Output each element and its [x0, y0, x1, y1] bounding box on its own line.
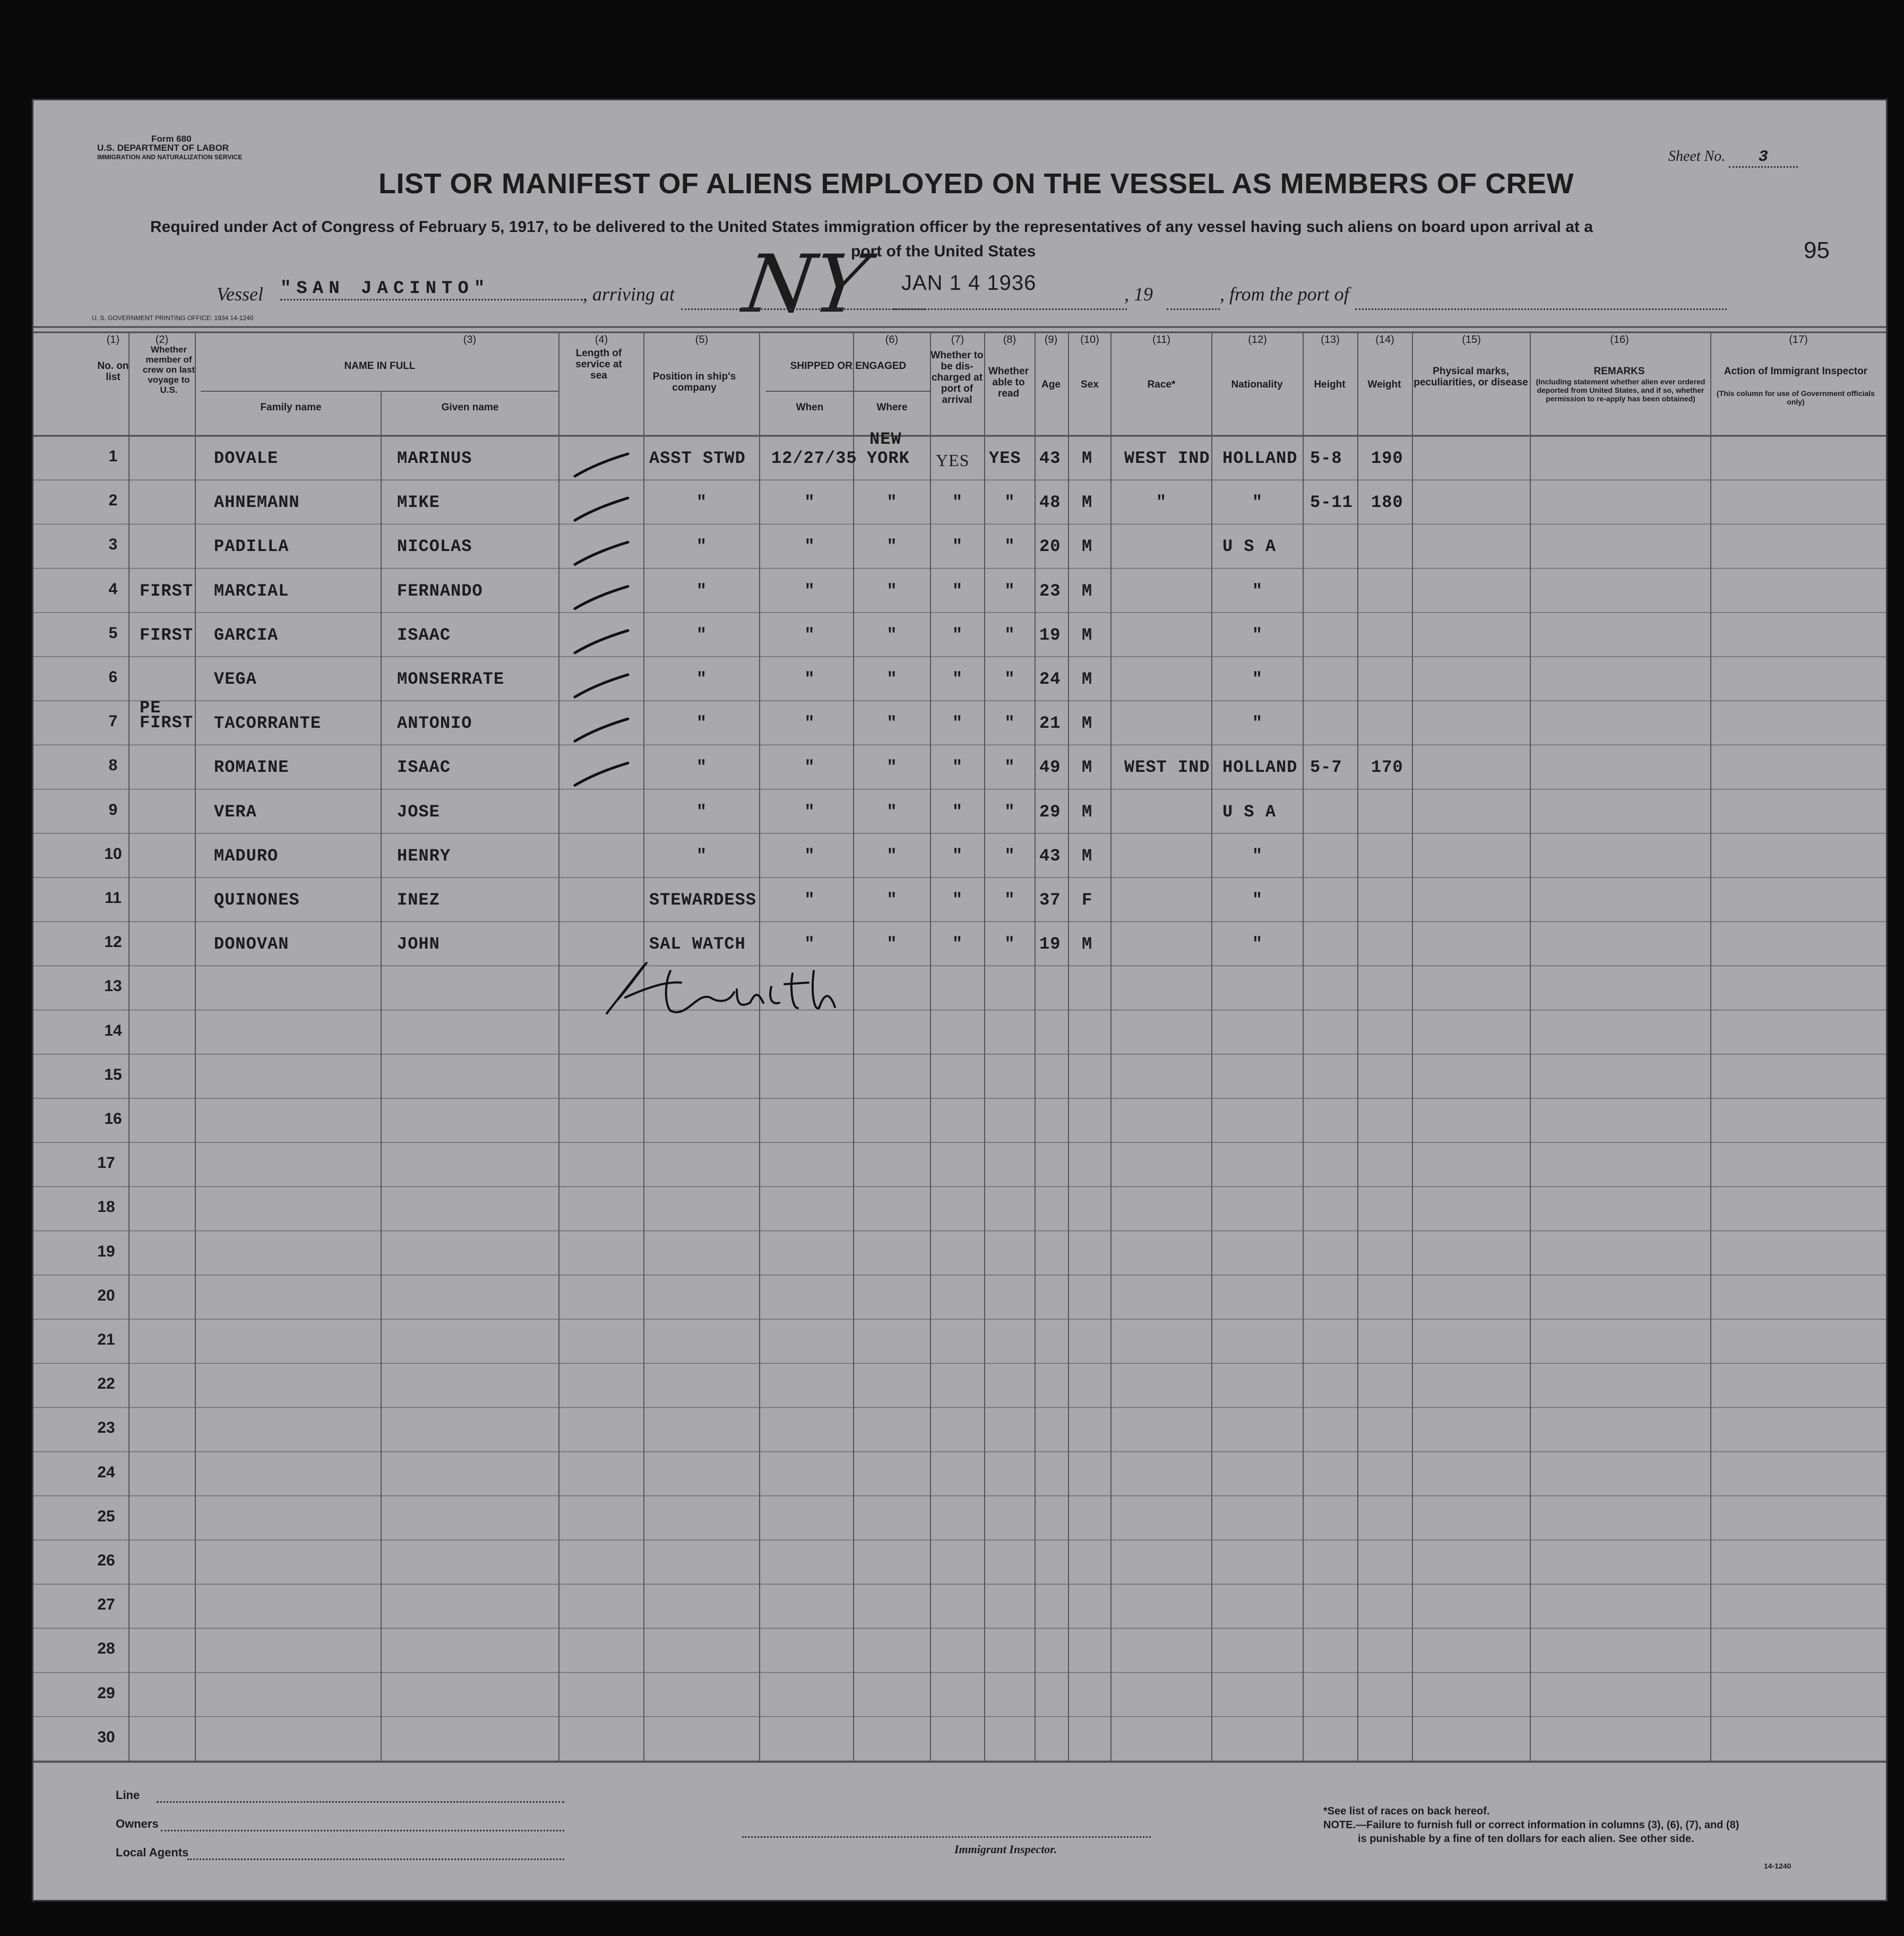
discharged-cell: " — [952, 713, 963, 734]
row-number: 16 — [104, 1110, 122, 1128]
shipped-where-cell: " — [886, 493, 898, 513]
column-number: (2) — [155, 334, 169, 346]
nationality-cell: " — [1252, 890, 1263, 910]
given-name-cell: JOHN — [397, 934, 440, 954]
able-to-read-cell: " — [1004, 802, 1015, 822]
age-cell: 23 — [1039, 581, 1061, 601]
column-number: (9) — [1044, 334, 1058, 346]
page-title: LIST OR MANIFEST OF ALIENS EMPLOYED ON THE VESSEL AS MEMBERS OF CREW — [378, 168, 1574, 200]
header-length-of-service: Length of service at sea — [575, 348, 622, 381]
age-cell: 43 — [1039, 449, 1061, 468]
sex-cell: M — [1082, 537, 1093, 557]
service-name: IMMIGRATION AND NATURALIZATION SERVICE — [97, 153, 243, 161]
header-physical-marks: Physical marks, peculiarities, or disease — [1414, 366, 1528, 388]
column-number: (7) — [951, 334, 964, 346]
height-cell: 5-11 — [1310, 493, 1353, 513]
arriving-port-handwritten: NY — [738, 238, 874, 331]
nationality-cell: " — [1252, 713, 1263, 734]
given-name-cell: FERNANDO — [397, 581, 483, 601]
row-number: 13 — [104, 977, 122, 995]
date-stamp: JAN 1 4 1936 — [901, 271, 1037, 295]
sex-cell: M — [1082, 934, 1093, 954]
height-cell: 5-7 — [1310, 758, 1342, 778]
header-race: Race* — [1147, 379, 1176, 390]
inspector-signature — [596, 960, 840, 1024]
discharged-cell: " — [952, 846, 963, 866]
age-cell: 29 — [1039, 802, 1061, 822]
header-no-on-list: No. on list — [97, 360, 129, 383]
row-number: 17 — [97, 1154, 115, 1172]
able-to-read-cell: " — [1004, 669, 1015, 689]
family-name-cell: VEGA — [214, 669, 257, 689]
given-name-cell: HENRY — [397, 846, 451, 866]
column-number: (10) — [1080, 334, 1099, 346]
position-cell: " — [696, 537, 708, 557]
discharged-cell: " — [952, 890, 963, 910]
row-number: 10 — [104, 845, 122, 863]
shipped-when-cell: " — [804, 934, 815, 954]
row-number: 12 — [104, 933, 122, 951]
owners-label: Owners — [116, 1817, 159, 1830]
from-port-label: , from the port of — [1220, 283, 1349, 305]
family-name-cell: DONOVAN — [214, 934, 289, 954]
family-name-cell: MADURO — [214, 846, 279, 866]
vessel-name: "SAN JACINTO" — [280, 279, 583, 300]
form-number: Form 680 — [151, 134, 192, 144]
age-cell: 43 — [1039, 846, 1061, 866]
discharged-cell: " — [952, 758, 963, 778]
column-number: (13) — [1321, 334, 1340, 346]
column-number: (16) — [1610, 334, 1629, 346]
row-number: 3 — [108, 536, 118, 554]
sex-cell: M — [1082, 669, 1093, 689]
row-number: 22 — [97, 1375, 115, 1393]
race-cell: " — [1156, 493, 1167, 513]
able-to-read-cell: " — [1004, 934, 1015, 954]
header-given-name: Given name — [441, 402, 499, 413]
row-number: 6 — [108, 668, 118, 686]
last-voyage-cell: FIRST — [140, 625, 194, 645]
given-name-cell: ISAAC — [397, 758, 451, 778]
given-name-cell: MONSERRATE — [397, 669, 505, 689]
family-name-cell: ROMAINE — [214, 758, 289, 778]
row-number: 21 — [97, 1331, 115, 1348]
shipped-where-cell: " — [886, 669, 898, 689]
able-to-read-cell: " — [1004, 758, 1015, 778]
header-able-to-read: Whether able to read — [988, 366, 1029, 399]
header-remarks-note: (Including statement whether alien ever ordered deported from United States, and if so, whether permission to re-apply has been obtained) — [1536, 377, 1705, 403]
row-number: 14 — [104, 1021, 122, 1039]
line-field — [157, 1801, 564, 1803]
length-of-service-mark — [575, 763, 628, 785]
weight-cell: 170 — [1371, 758, 1403, 778]
subtitle-line-1: Required under Act of Congress of February 5, 1917, to be delivered to the United States immigration officer by the representatives of any vessel having such aliens on board upon arrival at a — [150, 218, 1593, 236]
length-of-service-mark — [575, 454, 628, 476]
arriving-line — [681, 308, 925, 310]
shipped-where-cell: " — [886, 581, 898, 601]
family-name-cell: TACORRANTE — [214, 713, 322, 734]
row-number: 4 — [108, 580, 118, 598]
position-cell: " — [696, 802, 708, 822]
age-cell: 19 — [1039, 934, 1061, 954]
age-cell: 21 — [1039, 713, 1061, 734]
shipped-where-top-cell: NEW — [869, 429, 902, 449]
length-of-service-mark — [575, 631, 628, 653]
column-number: (1) — [106, 334, 120, 346]
sex-cell: M — [1082, 846, 1093, 866]
header-when: When — [796, 402, 824, 413]
row-number: 18 — [97, 1198, 115, 1216]
sex-cell: M — [1082, 493, 1093, 513]
given-name-cell: INEZ — [397, 890, 440, 910]
shipped-when-cell: " — [804, 890, 815, 910]
shipped-when-cell: 12/27/35 — [771, 449, 857, 468]
row-number: 30 — [97, 1728, 115, 1746]
shipped-when-cell: " — [804, 713, 815, 734]
sex-cell: M — [1082, 802, 1093, 822]
age-cell: 37 — [1039, 890, 1061, 910]
sex-cell: M — [1082, 713, 1093, 734]
length-of-service-mark — [575, 498, 628, 520]
header-sex: Sex — [1081, 379, 1099, 390]
discharged-cell: " — [952, 581, 963, 601]
nationality-cell: " — [1252, 493, 1263, 513]
position-cell: ASST STWD — [649, 449, 746, 468]
row-number: 23 — [97, 1419, 115, 1437]
shipped-where-cell: " — [886, 934, 898, 954]
position-cell: " — [696, 713, 708, 734]
position-cell: SAL WATCH — [649, 934, 746, 954]
race-cell: WEST IND — [1124, 449, 1210, 468]
weight-cell: 190 — [1371, 449, 1403, 468]
family-name-cell: MARCIAL — [214, 581, 289, 601]
position-cell: " — [696, 669, 708, 689]
position-cell: " — [696, 846, 708, 866]
nationality-cell: " — [1252, 934, 1263, 954]
header-action-note: (This column for use of Government officials only) — [1717, 389, 1875, 406]
family-name-cell: QUINONES — [214, 890, 300, 910]
nationality-cell: " — [1252, 581, 1263, 601]
able-to-read-cell: YES — [989, 449, 1021, 468]
discharged-cell: " — [952, 625, 963, 645]
year-line — [1167, 308, 1220, 310]
shipped-where-cell: " — [886, 890, 898, 910]
row-number: 20 — [97, 1286, 115, 1304]
header-name-in-full: NAME IN FULL — [344, 360, 416, 372]
column-number: (6) — [885, 334, 899, 346]
sex-cell: M — [1082, 758, 1093, 778]
given-name-cell: ISAAC — [397, 625, 451, 645]
nationality-cell: " — [1252, 625, 1263, 645]
column-number: (14) — [1375, 334, 1394, 346]
page-number: 95 — [1804, 237, 1830, 263]
discharged-cell: " — [952, 493, 963, 513]
date-line — [893, 308, 1127, 310]
last-voyage-cell: FIRST — [140, 581, 194, 601]
discharged-cell: " — [952, 537, 963, 557]
from-port-line — [1355, 308, 1727, 310]
age-cell: 24 — [1039, 669, 1061, 689]
able-to-read-cell: " — [1004, 846, 1015, 866]
family-name-cell: GARCIA — [214, 625, 279, 645]
vessel-label: Vessel — [217, 283, 263, 305]
weight-cell: 180 — [1371, 493, 1403, 513]
shipped-when-cell: " — [804, 669, 815, 689]
subtitle-line-2: port of the United States — [851, 243, 1036, 260]
row-number: 24 — [97, 1463, 115, 1481]
column-number: (4) — [595, 334, 608, 346]
length-of-service-mark — [575, 542, 628, 564]
year-label: , 19 — [1124, 283, 1153, 305]
header-discharged: Whether to be dis-charged at port of arrival — [931, 350, 984, 406]
shipped-where-cell: " — [886, 537, 898, 557]
form-code: 14-1240 — [1764, 1862, 1791, 1870]
given-name-cell: MIKE — [397, 493, 440, 513]
header-last-voyage: Whether member of crew on last voyage to U.S. — [142, 345, 195, 395]
local-agents-label: Local Agents — [116, 1846, 189, 1859]
race-cell: WEST IND — [1124, 758, 1210, 778]
column-number: (3) — [463, 334, 477, 346]
length-of-service-strokes — [559, 440, 665, 801]
sheet-number-label — [1668, 148, 1798, 168]
header-nationality: Nationality — [1231, 379, 1283, 390]
row-number: 5 — [108, 624, 118, 642]
age-cell: 20 — [1039, 537, 1061, 557]
inspector-signature-line — [742, 1836, 1151, 1838]
length-of-service-mark — [575, 675, 628, 697]
arriving-label: , arriving at — [583, 283, 675, 305]
position-cell: " — [696, 581, 708, 601]
row-number: 7 — [108, 712, 118, 730]
age-cell: 49 — [1039, 758, 1061, 778]
age-cell: 19 — [1039, 625, 1061, 645]
family-name-cell: PADILLA — [214, 537, 289, 557]
row-number: 29 — [97, 1684, 115, 1702]
owners-field — [161, 1830, 564, 1831]
column-number: (5) — [695, 334, 709, 346]
row-number: 2 — [108, 492, 118, 510]
header-remarks: REMARKS — [1593, 366, 1645, 377]
last-voyage-cell: PE FIRST — [140, 698, 194, 733]
row-number: 11 — [105, 889, 122, 907]
sheet-label: Sheet No. — [1668, 148, 1726, 165]
row-number: 25 — [97, 1507, 115, 1525]
column-number: (11) — [1152, 334, 1171, 346]
able-to-read-cell: " — [1004, 625, 1015, 645]
row-number: 28 — [97, 1640, 115, 1658]
column-number: (15) — [1462, 334, 1481, 346]
nationality-cell: HOLLAND — [1222, 449, 1298, 468]
sheet-number: 3 — [1729, 148, 1798, 168]
nationality-cell: " — [1252, 669, 1263, 689]
shipped-when-cell: " — [804, 625, 815, 645]
penalty-note-1: NOTE.—Failure to furnish full or correct information in columns (3), (6), (7), and (8) — [1323, 1819, 1739, 1831]
given-name-cell: MARINUS — [397, 449, 472, 468]
column-number: (12) — [1248, 334, 1267, 346]
header-action-inspector: Action of Immigrant Inspector — [1724, 366, 1868, 377]
position-cell: " — [696, 625, 708, 645]
header-where: Where — [876, 402, 908, 413]
column-number: (8) — [1003, 334, 1016, 346]
column-number: (17) — [1789, 334, 1808, 346]
position-cell: " — [696, 758, 708, 778]
height-cell: 5-8 — [1310, 449, 1342, 468]
header-shipped-engaged: SHIPPED OR ENGAGED — [790, 360, 907, 372]
shipped-when-cell: " — [804, 493, 815, 513]
shipped-when-cell: " — [804, 802, 815, 822]
shipped-where-cell: YORK — [867, 449, 910, 468]
header-position: Position in ship's company — [652, 371, 736, 393]
age-cell: 48 — [1039, 493, 1061, 513]
races-note: *See list of races on back hereof. — [1323, 1805, 1490, 1817]
position-cell: STEWARDESS — [649, 890, 757, 910]
able-to-read-cell: " — [1004, 713, 1015, 734]
given-name-cell: ANTONIO — [397, 713, 472, 734]
discharged-cell: YES — [936, 451, 970, 470]
line-label: Line — [116, 1788, 140, 1802]
sex-cell: M — [1082, 625, 1093, 645]
row-number: 27 — [97, 1596, 115, 1614]
given-name-cell: JOSE — [397, 802, 440, 822]
sex-cell: M — [1082, 449, 1093, 468]
shipped-where-cell: " — [886, 625, 898, 645]
header-weight: Weight — [1367, 379, 1401, 390]
header-age: Age — [1041, 379, 1061, 390]
family-name-cell: DOVALE — [214, 449, 279, 468]
header-family-name: Family name — [260, 402, 322, 413]
nationality-cell: U S A — [1222, 537, 1277, 557]
length-of-service-mark — [575, 719, 628, 741]
family-name-cell: VERA — [214, 802, 257, 822]
shipped-when-cell: " — [804, 846, 815, 866]
row-number: 19 — [97, 1242, 115, 1260]
able-to-read-cell: " — [1004, 890, 1015, 910]
given-name-cell: NICOLAS — [397, 537, 472, 557]
able-to-read-cell: " — [1004, 537, 1015, 557]
penalty-note-2: is punishable by a fine of ten dollars for each alien. See other side. — [1358, 1833, 1694, 1845]
shipped-when-cell: " — [804, 537, 815, 557]
sex-cell: M — [1082, 581, 1093, 601]
row-number: 8 — [108, 756, 118, 775]
shipped-when-cell: " — [804, 758, 815, 778]
sex-cell: F — [1082, 890, 1093, 910]
shipped-where-cell: " — [886, 758, 898, 778]
shipped-where-cell: " — [886, 802, 898, 822]
length-of-service-mark — [575, 587, 628, 609]
nationality-cell: U S A — [1222, 802, 1277, 822]
able-to-read-cell: " — [1004, 493, 1015, 513]
able-to-read-cell: " — [1004, 581, 1015, 601]
row-number: 1 — [108, 448, 118, 465]
discharged-cell: " — [952, 802, 963, 822]
nationality-cell: " — [1252, 846, 1263, 866]
immigrant-inspector-label: Immigrant Inspector. — [954, 1843, 1057, 1856]
discharged-cell: " — [952, 934, 963, 954]
shipped-where-cell: " — [886, 846, 898, 866]
discharged-cell: " — [952, 669, 963, 689]
header-height: Height — [1314, 379, 1346, 390]
nationality-cell: HOLLAND — [1222, 758, 1298, 778]
row-number: 9 — [108, 801, 118, 819]
shipped-when-cell: " — [804, 581, 815, 601]
department-name: U.S. DEPARTMENT OF LABOR — [97, 143, 229, 153]
manifest-sheet — [32, 99, 1888, 1901]
row-number: 26 — [97, 1552, 115, 1569]
local-agents-field — [187, 1858, 564, 1860]
printing-office-note: U. S. GOVERNMENT PRINTING OFFICE: 1934 14-1240 — [92, 314, 254, 322]
position-cell: " — [696, 493, 708, 513]
family-name-cell: AHNEMANN — [214, 493, 300, 513]
shipped-where-cell: " — [886, 713, 898, 734]
row-number: 15 — [104, 1065, 122, 1083]
